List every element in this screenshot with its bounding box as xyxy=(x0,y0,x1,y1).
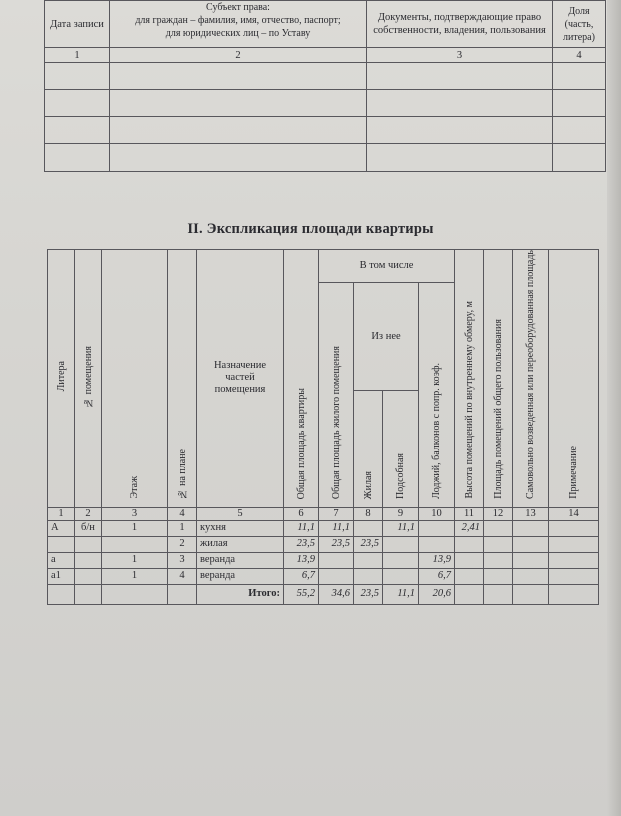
plan-cell: 4 xyxy=(168,568,197,584)
living-header: Жилая xyxy=(354,391,383,508)
col-number: 8 xyxy=(354,507,383,520)
aux-cell xyxy=(383,552,419,568)
litera-header: Литера xyxy=(48,250,75,508)
living-total-sum: 34,6 xyxy=(319,584,354,604)
purpose-cell: веранда xyxy=(197,552,284,568)
col-number: 3 xyxy=(102,507,168,520)
total-sum: 55,2 xyxy=(284,584,319,604)
table-row xyxy=(48,552,599,568)
living-cell: 23,5 xyxy=(354,536,383,552)
room-number-header: № помещения xyxy=(75,250,102,508)
aux-cell xyxy=(383,536,419,552)
col-number: 5 xyxy=(197,507,284,520)
living-cell xyxy=(354,552,383,568)
col-number: 12 xyxy=(484,507,513,520)
col-number: 4 xyxy=(553,48,606,63)
loggia-cell xyxy=(419,520,455,536)
room-cell xyxy=(75,536,102,552)
plan-cell: 3 xyxy=(168,552,197,568)
living-total-cell: 11,1 xyxy=(319,520,354,536)
litera-cell xyxy=(48,536,75,552)
table-row xyxy=(48,536,599,552)
plan-cell: 2 xyxy=(168,536,197,552)
explication-table xyxy=(47,249,599,605)
aux-cell: 11,1 xyxy=(383,520,419,536)
table-row xyxy=(45,90,606,117)
living-cell xyxy=(354,568,383,584)
section-title: II. Экспликация площади квартиры xyxy=(187,221,434,237)
height-cell xyxy=(455,536,484,552)
purpose-header: Назначение частей помещения xyxy=(197,250,284,508)
col-number: 9 xyxy=(383,507,419,520)
living-total-cell: 23,5 xyxy=(319,536,354,552)
floor-cell: 1 xyxy=(102,568,168,584)
col-number: 2 xyxy=(75,507,102,520)
floor-cell: 1 xyxy=(102,520,168,536)
col-number: 7 xyxy=(319,507,354,520)
col-number: 4 xyxy=(168,507,197,520)
floor-cell: 1 xyxy=(102,552,168,568)
total-cell: 23,5 xyxy=(284,536,319,552)
room-cell: б/н xyxy=(75,520,102,536)
total-cell: 13,9 xyxy=(284,552,319,568)
purpose-cell: кухня xyxy=(197,520,284,536)
height-header: Высота помещений по внутреннему обмеру, м xyxy=(455,250,484,508)
aux-cell xyxy=(383,568,419,584)
share-header: Доля (часть, литера) xyxy=(553,1,606,48)
living-total-cell xyxy=(319,568,354,584)
loggia-header: Лоджий, балконов с попр. коэф. xyxy=(419,283,455,508)
col-number: 14 xyxy=(549,507,599,520)
table-row xyxy=(45,117,606,144)
height-cell xyxy=(455,568,484,584)
paper-edge xyxy=(607,0,621,816)
room-cell xyxy=(75,552,102,568)
living-cell xyxy=(354,520,383,536)
col-number: 10 xyxy=(419,507,455,520)
column-numbers-row xyxy=(48,507,599,520)
loggia-sum: 20,6 xyxy=(419,584,455,604)
rights-table xyxy=(44,0,606,172)
living-total-header: Общая площадь жилого помещения xyxy=(319,283,354,508)
table-row xyxy=(45,63,606,90)
col-number: 11 xyxy=(455,507,484,520)
total-cell: 11,1 xyxy=(284,520,319,536)
col-number: 1 xyxy=(45,48,110,63)
col-number: 13 xyxy=(513,507,549,520)
living-total-cell xyxy=(319,552,354,568)
including-header: В том числе xyxy=(319,250,455,283)
of-which-header: Из нее xyxy=(354,283,419,391)
room-cell xyxy=(75,568,102,584)
floor-header: Этаж xyxy=(102,250,168,508)
living-sum: 23,5 xyxy=(354,584,383,604)
litera-cell: А xyxy=(48,520,75,536)
litera-cell: а xyxy=(48,552,75,568)
litera-cell: а1 xyxy=(48,568,75,584)
col-number: 2 xyxy=(110,48,367,63)
date-header: Дата записи xyxy=(45,1,110,48)
height-cell xyxy=(455,552,484,568)
floor-cell xyxy=(102,536,168,552)
totals-row xyxy=(48,584,599,604)
loggia-cell: 13,9 xyxy=(419,552,455,568)
note-header: Примечание xyxy=(549,250,599,508)
total-cell: 6,7 xyxy=(284,568,319,584)
col-number: 6 xyxy=(284,507,319,520)
height-cell: 2,41 xyxy=(455,520,484,536)
purpose-cell: жилая xyxy=(197,536,284,552)
self-built-header: Самовольно возведенная или переоборудованная площадь xyxy=(513,250,549,508)
table-row xyxy=(48,568,599,584)
subject-header: Субъект права: для граждан – фамилия, имя, отчество, паспорт; для юридических лиц – по Уставу xyxy=(110,1,367,48)
col-number: 3 xyxy=(367,48,553,63)
documents-header: Документы, подтверждающие право собственности, владения, пользования xyxy=(367,1,553,48)
table-row xyxy=(45,144,606,172)
auxiliary-header: Подсобная xyxy=(383,391,419,508)
loggia-cell: 6,7 xyxy=(419,568,455,584)
total-area-header: Общая площадь квартиры xyxy=(284,250,319,508)
common-area-header: Площадь помещений общего пользования xyxy=(484,250,513,508)
totals-label: Итого: xyxy=(197,584,284,604)
col-number: 1 xyxy=(48,507,75,520)
plan-number-header: № на плане xyxy=(168,250,197,508)
aux-sum: 11,1 xyxy=(383,584,419,604)
table-row xyxy=(48,520,599,536)
plan-cell: 1 xyxy=(168,520,197,536)
purpose-cell: веранда xyxy=(197,568,284,584)
loggia-cell xyxy=(419,536,455,552)
